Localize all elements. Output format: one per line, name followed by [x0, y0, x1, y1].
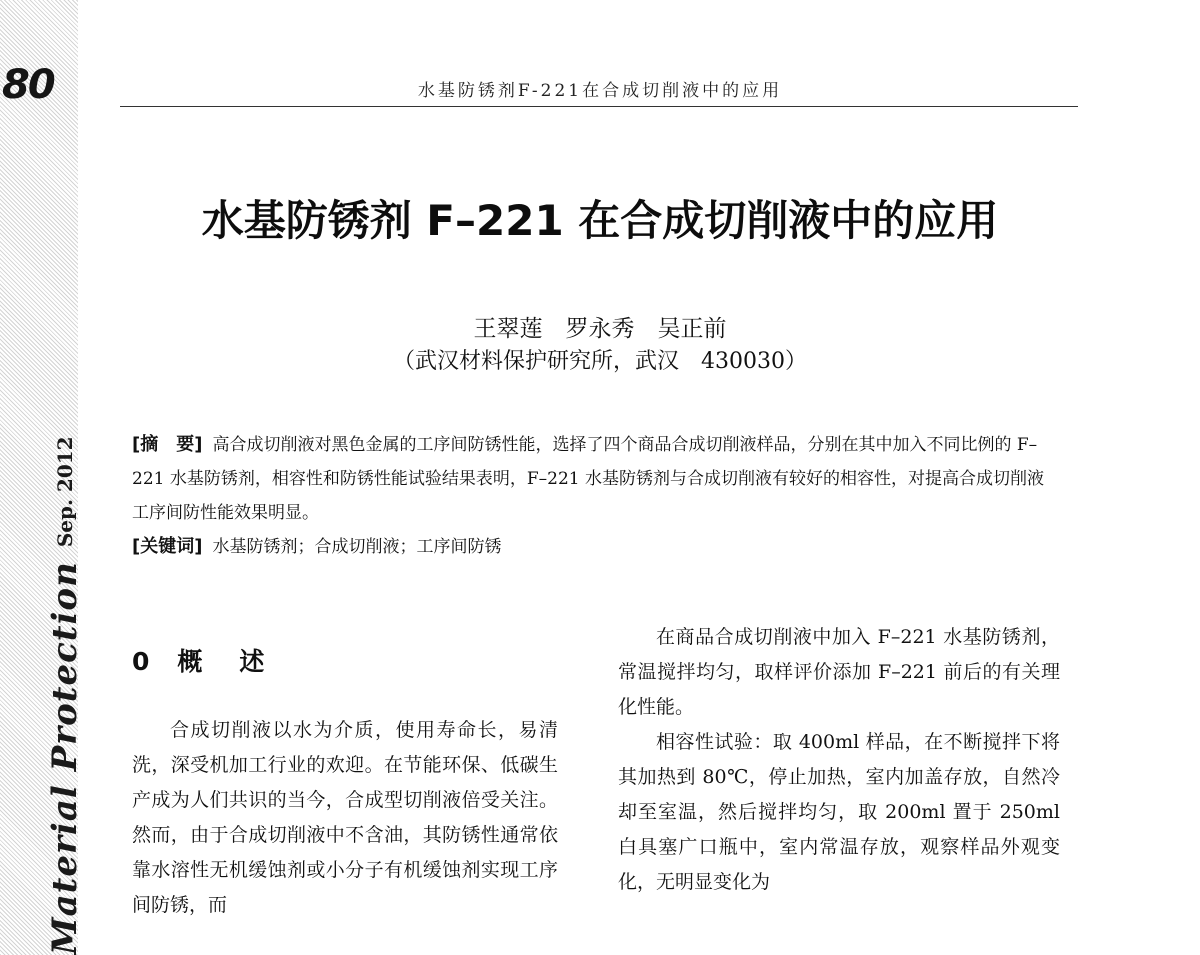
right-column: [618, 620, 1060, 900]
spine-vertical-text: [45, 436, 85, 955]
section-title: 概 述: [177, 647, 271, 676]
authors: 王翠莲 罗永秀 吴正前: [473, 316, 727, 342]
left-column: [132, 620, 558, 923]
keywords-text: 水基防锈剂；合成切削液；工序间防锈: [212, 537, 502, 557]
body-paragraph: 在商品合成切削液中加入 F–221 水基防锈剂，常温搅拌均匀，取样评价添加 F–221 前后的有关理化性能。: [618, 626, 1060, 718]
keywords: [132, 530, 1058, 564]
abstract-label: [摘 要]: [132, 434, 203, 455]
body-paragraph: 相容性试验：取 400ml 样品，在不断搅拌下将其加热到 80℃，停止加热，室内加盖存放，自然冷却至室温，然后搅拌均匀，取 200ml 置于 250ml 白具塞广口瓶中，室内常温存放，观察样品外观变化，无明显变化为: [618, 731, 1060, 893]
journal-name: Material Protection: [45, 561, 85, 955]
abstract: [132, 428, 1058, 530]
article-title: 水基防锈剂 F–221 在合成切削液中的应用: [201, 196, 999, 245]
issue-date: Sep. 2012: [53, 436, 77, 548]
section-number: 0: [132, 647, 156, 676]
journal-spine: [0, 0, 85, 955]
abstract-text: 高合成切削液对黑色金属的工序间防锈性能，选择了四个商品合成切削液样品，分别在其中加入不同比例的 F–221 水基防锈剂，相容性和防锈性能试验结果表明，F–221 水基防锈剂与合成切削液有较好的相容性，对提高合成切削液工序间防性能效果明显。: [132, 435, 1044, 523]
abstract-block: [132, 428, 1058, 564]
affiliation: （武汉材料保护研究所，武汉 430030）: [393, 349, 807, 374]
section-heading: [132, 644, 558, 679]
keywords-label: [关键词]: [132, 536, 203, 557]
body-paragraph: 合成切削液以水为介质，使用寿命长，易清洗，深受机加工行业的欢迎。在节能环保、低碳生产成为人们共识的当今，合成型切削液倍受关注。然而，由于合成切削液中不含油，其防锈性通常依靠水溶性无机缓蚀剂或小分子有机缓蚀剂实现工序间防锈，而: [132, 719, 558, 916]
page-number: 80: [2, 62, 54, 108]
header-rule: [120, 106, 1078, 107]
running-head: 水基防锈剂F-221在合成切削液中的应用: [417, 81, 783, 101]
